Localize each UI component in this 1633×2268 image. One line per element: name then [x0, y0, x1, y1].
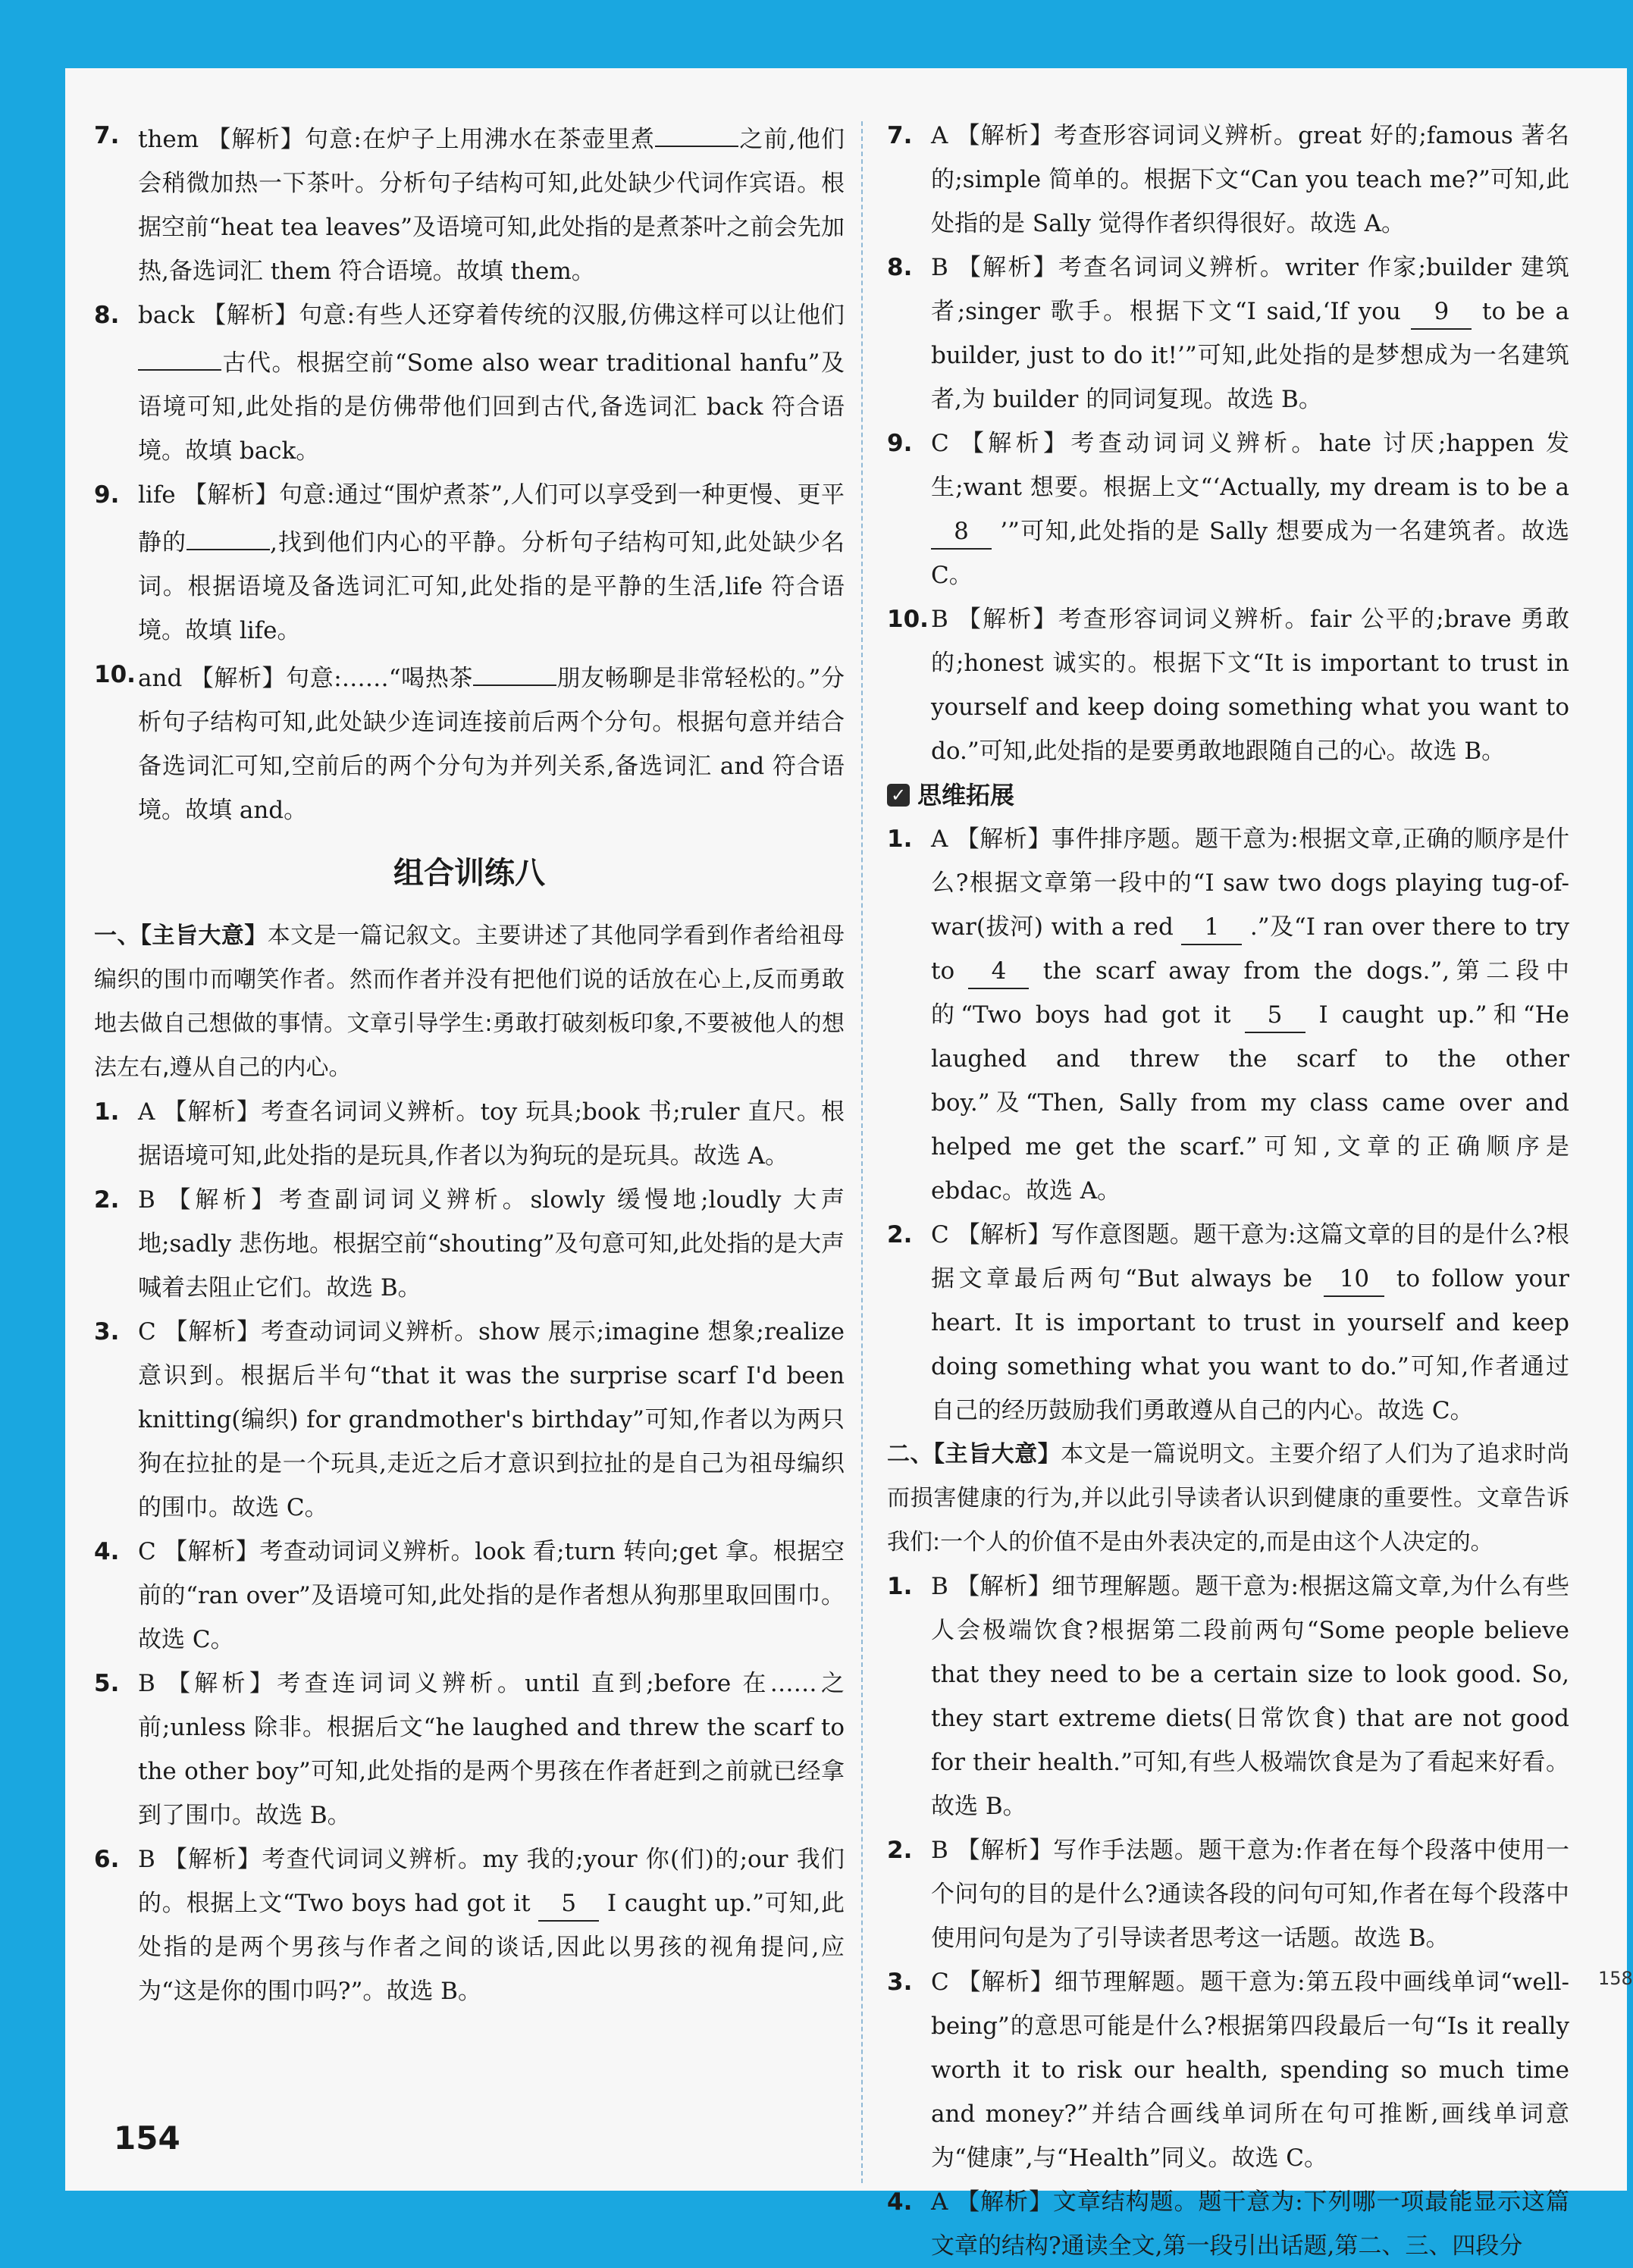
item-text: B 【解析】考查副词词义辨析。slowly 缓慢地;loudly 大声地;sadly 悲伤地。根据空前“shouting”及句意可知,此处指的是大声喊着去阻止它们。故选 B。: [138, 1186, 845, 1302]
item-text: I caught up.”可知,此处指的是两个男孩与作者之间的谈话,因此以男孩的视角提问,应为“这是你的围巾吗?”。故选 B。: [138, 1890, 845, 2005]
item-text: back 【解析】句意:有些人还穿着传统的汉服,仿佛这样可以让他们: [138, 302, 845, 329]
list-item: [94, 653, 845, 832]
item-text: the scarf away from the dogs.”,第二段中的“Two boys had got it: [931, 957, 1569, 1029]
item-number: 5.: [94, 1670, 120, 1697]
item-number: 1.: [887, 825, 913, 853]
list-item: [94, 1837, 845, 2013]
item-number: 9.: [94, 481, 120, 509]
item-text: them 【解析】句意:在炉子上用沸水在茶壶里煮: [138, 126, 656, 153]
item-text: A 【解析】文章结构题。题干意为:下列哪一项最能显示这篇文章的结构?通读全文,第一段引出话题,第二、三、四段分: [931, 2188, 1569, 2260]
item-text: I caught up.”和“He laughed and threw the scarf to the other boy.”及“Then, Sally from my class came over and helped me get the scarf.”可知,文章的正确顺序是 ebdac。故选 A。: [931, 1001, 1569, 1204]
item-text: B 【解析】考查连词词义辨析。until 直到;before 在……之前;unless 除非。根据后文“he laughed and threw the scarf to the other boy”可知,此处指的是两个男孩在作者赶到之前就已经拿到了围巾。故选 B。: [138, 1670, 845, 1829]
column-divider: [861, 121, 863, 2183]
item-text: C 【解析】考查动词词义辨析。show 展示;imagine 想象;realize 意识到。根据后半句“that it was the surprise scarf I'd been knitting(编织) for grandmother's birthday”可知,作者以为两只狗在拉扯的是一个玩具,走近之后才意识到拉扯的是自己为祖母编织的围巾。故选 C。: [138, 1318, 845, 1521]
list-item: [887, 1213, 1569, 1433]
side-page-number: 158: [1598, 1968, 1633, 1989]
item-text: C 【解析】写作意图题。题干意为:这篇文章的目的是什么?根据文章最后两句“But always be: [931, 1221, 1569, 1292]
item-number: 2.: [887, 1837, 913, 1864]
item-number: 7.: [887, 122, 913, 149]
item-number: 8.: [887, 254, 913, 281]
answer-blank: 8: [931, 516, 992, 550]
answer-blank: [186, 517, 270, 550]
answer-blank: [655, 114, 738, 147]
item-text: to be a builder, just to do it!’”可知,此处指的是梦想成为一名建筑者,为 builder 的同词复现。故选 B。: [931, 298, 1570, 413]
list-item: [94, 114, 845, 293]
summary-text: 本文是一篇说明文。主要介绍了人们为了追求时尚而损害健康的行为,并以此引导读者认识到健康的重要性。文章告诉我们:一个人的价值不是由外表决定的,而是由这个人决定的。: [887, 1441, 1570, 1555]
item-text: 朋友畅聊是非常轻松的。”分析句子结构可知,此处缺少连词连接前后两个分句。根据句意并结合备选词汇可知,空前后的两个分句为并列关系,备选词汇 and 符合语境。故填 and。: [138, 665, 845, 824]
item-text: A 【解析】考查形容词词义辨析。great 好的;famous 著名的;simple 简单的。根据下文“Can you teach me?”可知,此处指的是 Sally 觉得作者织得很好。故选 A。: [931, 122, 1569, 237]
item-text: B 【解析】细节理解题。题干意为:根据这篇文章,为什么有些人会极端饮食?根据第二段前两句“Some people believe that they need to be a certain size to look good. So, they start extreme diets(日常饮食) that are not good for their health.”可知,有些人极端饮食是为了看起来好看。故选 B。: [931, 1573, 1569, 1820]
checkbox-icon: ✓: [887, 784, 910, 807]
item-number: 9.: [887, 430, 913, 457]
item-text: to follow your heart. It is important to trust in yourself and keep doing something what you want to do.”可知,作者通过自己的经历鼓励我们勇敢遵从自己的内心。故选 C。: [931, 1265, 1569, 1424]
item-text: ’”可知,此处指的是 Sally 想要成为一名建筑者。故选 C。: [931, 518, 1569, 589]
item-number: 1.: [94, 1098, 120, 1126]
list-item: [94, 473, 845, 653]
item-number: 2.: [94, 1186, 120, 1214]
item-number: 4.: [887, 2188, 913, 2216]
left-items-b: [94, 1090, 845, 1837]
item-text: 古代。根据空前“Some also wear traditional hanfu”及语境可知,此处指的是仿佛带他们回到古代,备选词汇 back 符合语境。故填 back。: [138, 349, 845, 465]
list-item: [94, 293, 845, 473]
left-column: [94, 114, 845, 2013]
item-text: B 【解析】写作手法题。题干意为:作者在每个段落中使用一个问句的目的是什么?通读各段的问句可知,作者在每个段落中使用问句是为了引导读者思考这一话题。故选 B。: [931, 1837, 1569, 1952]
item-number: 2.: [887, 1221, 913, 1248]
list-item: [94, 1090, 845, 1178]
item-text: B 【解析】考查代词词义辨析。my 我的;your 你(们)的;our 我们的。根据上文“Two boys had got it: [138, 1846, 845, 1917]
item-text: C 【解析】考查动词词义辨析。hate 讨厌;happen 发生;want 想要。根据上文“‘Actually, my dream is to be a: [931, 430, 1569, 501]
section-title: 组合训练八: [393, 856, 545, 891]
item-text: B 【解析】考查名词词义辨析。writer 作家;builder 建筑者;singer 歌手。根据下文“I said,‘If you: [931, 254, 1569, 325]
item-text: .”及“I ran over there to try to: [931, 913, 1569, 985]
summary-head: 二、【主旨大意】: [887, 1441, 1061, 1468]
item-number: 4.: [94, 1538, 120, 1565]
list-item: [887, 817, 1569, 1213]
item-number: 1.: [887, 1573, 913, 1600]
item-text: C 【解析】考查动词词义辨析。look 看;turn 转向;get 拿。根据空前的“ran over”及语境可知,此处指的是作者想从狗那里取回围巾。故选 C。: [138, 1538, 845, 1653]
list-item: [887, 1565, 1569, 1828]
item-text: A 【解析】事件排序题。题干意为:根据文章,正确的顺序是什么?根据文章第一段中的“I saw two dogs playing tug-of-war(拔河) with a red: [931, 825, 1569, 941]
summary-head: 一、【主旨大意】: [94, 923, 268, 949]
list-item: [887, 1960, 1569, 2180]
item-number: 10.: [94, 661, 136, 688]
answer-blank: 9: [1411, 296, 1472, 330]
item-number: 3.: [94, 1318, 120, 1345]
list-item: [94, 1310, 845, 1530]
list-item: [887, 2180, 1569, 2268]
answer-blank: [138, 337, 221, 371]
left-items-a: [94, 114, 845, 832]
right-items-a: [887, 114, 1569, 246]
summary-text: 本文是一篇记叙文。主要讲述了其他同学看到作者给祖母编织的围巾而嘲笑作者。然而作者并没有把他们说的话放在心上,反而勇敢地去做自己想做的事情。文章引导学生:勇敢打破刻板印象,不要被他人的想法左右,遵从自己的内心。: [94, 923, 845, 1081]
item-text: B 【解析】考查形容词词义辨析。fair 公平的;brave 勇敢的;honest 诚实的。根据下文“It is important to trust in yourself and keep doing something what you want to do.”可知,此处指的是要勇敢地跟随自己的心。故选 B。: [931, 606, 1569, 765]
list-item: [887, 597, 1569, 773]
item-number: 8.: [94, 302, 120, 329]
top-border: [65, 0, 1627, 68]
list-item: [887, 246, 1569, 421]
item-text: and 【解析】句意:……“喝热茶: [138, 665, 473, 692]
subheading: [887, 773, 1569, 817]
summary-two: [887, 1433, 1569, 1565]
answer-blank: 1: [1181, 912, 1242, 945]
list-item: [887, 1828, 1569, 1960]
item-number: 7.: [94, 122, 120, 149]
right-column: [887, 114, 1569, 2268]
answer-blank: 4: [968, 956, 1029, 989]
answer-page: [65, 68, 1627, 2260]
item-text: 之前,他们会稍微加热一下茶叶。分析句子结构可知,此处缺少代词作宾语。根据空前“heat tea leaves”及语境可知,此处指的是煮茶叶之前会先加热,备选词汇 them 符合语境。故填 them。: [138, 126, 845, 285]
answer-blank: 5: [1245, 1000, 1305, 1033]
list-item: [94, 1178, 845, 1310]
list-item: [887, 421, 1569, 597]
summary-one: [94, 914, 845, 1090]
right-items-b: [887, 1565, 1569, 2268]
item-text: life 【解析】句意:通过“围炉煮茶”,人们可以享受到一种更慢、更平静的: [138, 481, 845, 556]
item-text: ,找到他们内心的平静。分析句子结构可知,此处缺少名词。根据语境及备选词汇可知,此处指的是平静的生活,life 符合语境。故填 life。: [138, 529, 845, 644]
list-item: [887, 114, 1569, 246]
page-number: 154: [114, 2119, 180, 2157]
item-number: 10.: [887, 606, 929, 633]
item-number: 3.: [887, 1969, 913, 1996]
list-item: [94, 1662, 845, 1837]
item-number: 6.: [94, 1846, 120, 1873]
list-item: [94, 1530, 845, 1662]
answer-blank: 5: [538, 1888, 599, 1922]
answer-blank: [473, 653, 556, 686]
answer-blank: 10: [1324, 1264, 1384, 1297]
item-text: C 【解析】细节理解题。题干意为:第五段中画线单词“well-being”的意思可能是什么?根据第四段最后一句“Is it really worth it to risk our health, spending so much time and money?”并结合画线单词所在句可推断,画线单词意为“健康”,与“Health”同义。故选 C。: [931, 1969, 1569, 2172]
item-text: A 【解析】考查名词词义辨析。toy 玩具;book 书;ruler 直尺。根据语境可知,此处指的是玩具,作者以为狗玩的是玩具。故选 A。: [138, 1098, 845, 1170]
subheading-text: 思维拓展: [917, 781, 1015, 810]
